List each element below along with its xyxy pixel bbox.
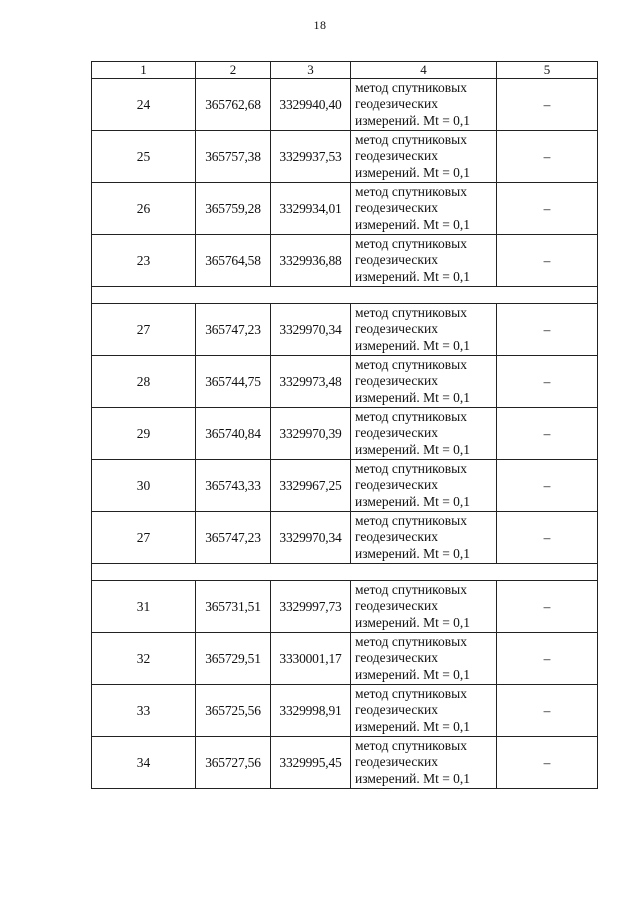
coordinates-table: [91, 61, 598, 789]
y-coordinate-cell: 3329998,91: [271, 685, 351, 737]
table-row: [92, 131, 598, 183]
method-text-line: метод спутниковых: [355, 235, 467, 251]
table-row: [92, 737, 598, 789]
table-row: [92, 460, 598, 512]
note-cell: –: [497, 512, 598, 564]
method-cell: [351, 633, 497, 685]
table-row: [92, 356, 598, 408]
method-text-line: метод спутниковых: [355, 79, 467, 95]
method-text-line: метод спутниковых: [355, 737, 467, 753]
point-number-cell: 23: [92, 235, 196, 287]
method-text-line: геодезических: [355, 425, 438, 441]
x-coordinate-cell: 365757,38: [196, 131, 271, 183]
x-coordinate-cell: 365725,56: [196, 685, 271, 737]
column-header: 5: [497, 62, 598, 79]
method-text-line: метод спутниковых: [355, 685, 467, 701]
y-coordinate-cell: 3329936,88: [271, 235, 351, 287]
table-row: [92, 235, 598, 287]
method-cell: [351, 356, 497, 408]
note-cell: –: [497, 685, 598, 737]
point-number-cell: 25: [92, 131, 196, 183]
method-cell: [351, 79, 497, 131]
method-text-line: метод спутниковых: [355, 131, 467, 147]
column-header: 1: [92, 62, 196, 79]
x-coordinate-cell: 365731,51: [196, 581, 271, 633]
point-number-cell: 26: [92, 183, 196, 235]
method-text-line: метод спутниковых: [355, 356, 467, 372]
method-text-line: измерений. Mt = 0,1: [355, 770, 471, 786]
method-text-line: измерений. Mt = 0,1: [355, 718, 471, 734]
method-cell: [351, 183, 497, 235]
y-coordinate-cell: 3329934,01: [271, 183, 351, 235]
method-text-line: геодезических: [355, 529, 438, 545]
table-row: [92, 183, 598, 235]
point-number-cell: 27: [92, 304, 196, 356]
method-text-line: измерений. Mt = 0,1: [355, 337, 471, 353]
note-cell: –: [497, 235, 598, 287]
method-text-line: геодезических: [355, 650, 438, 666]
point-number-cell: 33: [92, 685, 196, 737]
x-coordinate-cell: 365759,28: [196, 183, 271, 235]
method-text-line: геодезических: [355, 252, 438, 268]
group-separator-cell: [92, 287, 598, 304]
note-cell: –: [497, 79, 598, 131]
x-coordinate-cell: 365747,23: [196, 304, 271, 356]
point-number-cell: 34: [92, 737, 196, 789]
method-cell: [351, 304, 497, 356]
method-text-line: геодезических: [355, 702, 438, 718]
point-number-cell: 32: [92, 633, 196, 685]
y-coordinate-cell: 3329970,34: [271, 512, 351, 564]
group-separator-row: [92, 564, 598, 581]
y-coordinate-cell: 3329967,25: [271, 460, 351, 512]
note-cell: –: [497, 183, 598, 235]
method-cell: [351, 460, 497, 512]
method-text-line: геодезических: [355, 373, 438, 389]
y-coordinate-cell: 3329970,34: [271, 304, 351, 356]
note-cell: –: [497, 131, 598, 183]
method-text-line: измерений. Mt = 0,1: [355, 545, 471, 561]
method-text-line: измерений. Mt = 0,1: [355, 112, 471, 128]
table-row: [92, 79, 598, 131]
method-text-line: метод спутниковых: [355, 183, 467, 199]
y-coordinate-cell: 3329997,73: [271, 581, 351, 633]
table-row: [92, 633, 598, 685]
method-text-line: геодезических: [355, 754, 438, 770]
method-cell: [351, 685, 497, 737]
y-coordinate-cell: 3329940,40: [271, 79, 351, 131]
column-header: 2: [196, 62, 271, 79]
x-coordinate-cell: 365744,75: [196, 356, 271, 408]
point-number-cell: 29: [92, 408, 196, 460]
method-text-line: геодезических: [355, 477, 438, 493]
note-cell: –: [497, 356, 598, 408]
note-cell: –: [497, 304, 598, 356]
method-text-line: метод спутниковых: [355, 581, 467, 597]
table-row: [92, 304, 598, 356]
method-text-line: метод спутниковых: [355, 408, 467, 424]
method-text-line: измерений. Mt = 0,1: [355, 666, 471, 682]
y-coordinate-cell: 3329970,39: [271, 408, 351, 460]
method-cell: [351, 235, 497, 287]
method-text-line: измерений. Mt = 0,1: [355, 493, 471, 509]
method-text-line: метод спутниковых: [355, 512, 467, 528]
method-text-line: геодезических: [355, 598, 438, 614]
point-number-cell: 31: [92, 581, 196, 633]
method-cell: [351, 737, 497, 789]
method-cell: [351, 512, 497, 564]
method-text-line: геодезических: [355, 96, 438, 112]
table-row: [92, 685, 598, 737]
method-cell: [351, 581, 497, 633]
method-text-line: измерений. Mt = 0,1: [355, 216, 471, 232]
method-cell: [351, 131, 497, 183]
point-number-cell: 24: [92, 79, 196, 131]
method-text-line: метод спутниковых: [355, 460, 467, 476]
note-cell: –: [497, 460, 598, 512]
method-text-line: геодезических: [355, 321, 438, 337]
x-coordinate-cell: 365743,33: [196, 460, 271, 512]
x-coordinate-cell: 365729,51: [196, 633, 271, 685]
note-cell: –: [497, 737, 598, 789]
table-row: [92, 408, 598, 460]
group-separator-row: [92, 287, 598, 304]
note-cell: –: [497, 408, 598, 460]
y-coordinate-cell: 3329937,53: [271, 131, 351, 183]
coordinates-table-body: [92, 62, 598, 789]
group-separator-cell: [92, 564, 598, 581]
method-text-line: измерений. Mt = 0,1: [355, 389, 471, 405]
x-coordinate-cell: 365764,58: [196, 235, 271, 287]
y-coordinate-cell: 3329973,48: [271, 356, 351, 408]
method-text-line: измерений. Mt = 0,1: [355, 614, 471, 630]
y-coordinate-cell: 3330001,17: [271, 633, 351, 685]
method-text-line: метод спутниковых: [355, 633, 467, 649]
point-number-cell: 27: [92, 512, 196, 564]
y-coordinate-cell: 3329995,45: [271, 737, 351, 789]
table-row: [92, 581, 598, 633]
note-cell: –: [497, 581, 598, 633]
table-header-row: [92, 62, 598, 79]
method-text-line: измерений. Mt = 0,1: [355, 441, 471, 457]
x-coordinate-cell: 365747,23: [196, 512, 271, 564]
x-coordinate-cell: 365740,84: [196, 408, 271, 460]
column-header: 4: [351, 62, 497, 79]
method-text-line: геодезических: [355, 148, 438, 164]
table-row: [92, 512, 598, 564]
method-text-line: измерений. Mt = 0,1: [355, 268, 471, 284]
method-text-line: метод спутниковых: [355, 304, 467, 320]
point-number-cell: 30: [92, 460, 196, 512]
x-coordinate-cell: 365762,68: [196, 79, 271, 131]
method-text-line: геодезических: [355, 200, 438, 216]
method-text-line: измерений. Mt = 0,1: [355, 164, 471, 180]
method-cell: [351, 408, 497, 460]
point-number-cell: 28: [92, 356, 196, 408]
note-cell: –: [497, 633, 598, 685]
column-header: 3: [271, 62, 351, 79]
x-coordinate-cell: 365727,56: [196, 737, 271, 789]
page-number: 18: [313, 18, 327, 32]
